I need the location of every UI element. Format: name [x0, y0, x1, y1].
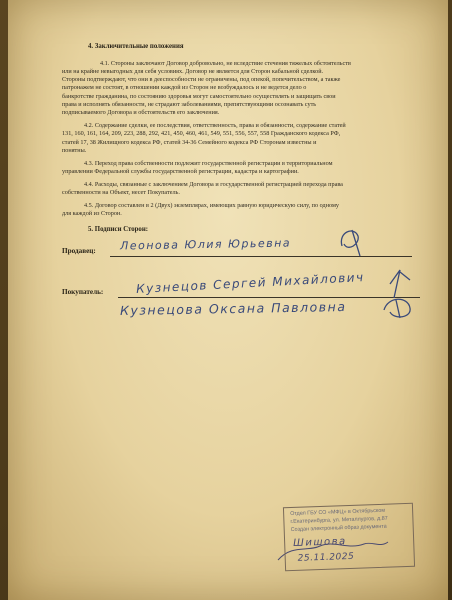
buyer-handwritten-name-2: Кузнецова Оксана Павловна [119, 299, 347, 318]
paragraph-line: управлении Федеральной службы государственной регистрации, кадастра и картографии. [62, 168, 299, 175]
paragraph-line: 4.2. Содержание сделки, ее последствия, ответственность, права и обязанности, содержание статей [84, 122, 346, 129]
stamp-line: г.Екатеринбурга, ул. Металлургов, д.87 [290, 515, 388, 526]
paragraph-line: 4.3. Переход права собственности подлежит государственной регистрации в территориальном [84, 160, 333, 167]
section-5-heading: 5. Подписи Сторон: [88, 226, 149, 233]
paragraph-line: 131, 160, 161, 164, 209, 223, 288, 292, 421, 450, 460, 461, 549, 551, 556, 557, 558 Гражданского кодекса РФ, [62, 130, 341, 137]
paragraph-line: подписываемого Договора и обстоятельств его заключения. [62, 109, 220, 116]
stamp-signature-name: Шишова [292, 536, 347, 549]
seller-label: Продавец: [62, 247, 96, 255]
seller-signature [341, 230, 360, 256]
paragraph-line: или на крайне невыгодных для себя условиях. Договор не является для Сторон кабальной сделкой. [62, 68, 324, 75]
paragraph-line: 4.5. Договор составлен в 2 (Двух) экземплярах, имеющих равную юридическую силу, по одному [84, 202, 339, 209]
buyer-label: Покупатель: [62, 288, 104, 296]
stamp-line: Отдел ГБУ СО «МФЦ» в Октябрьском [290, 507, 386, 518]
buyer-handwritten-name-1: Кузнецов Сергей Михайлович [135, 270, 365, 296]
buyer-signature-1 [390, 270, 410, 298]
buyer-signature-2 [384, 299, 410, 318]
paragraph-line: патронажем не состоят, в отношении каждой из Сторон не возбуждалось и не ведется дело о [62, 84, 307, 91]
paragraph-line: понятны. [62, 147, 87, 154]
paragraph-line: банкротстве гражданина, по состоянию здоровья могут самостоятельно осуществлять и защищать свои [62, 93, 336, 100]
stamp-line: Создан электронный образ документа [290, 523, 387, 534]
section-4-heading: 4. Заключительные положения [88, 43, 184, 50]
stamp-date: 25.11.2025 [297, 551, 355, 564]
paragraph-line: для каждой из Сторон. [62, 210, 122, 217]
paragraph-line: права и исполнять обязанности, не страдают заболеваниями, препятствующими осознавать суть [62, 101, 317, 108]
paragraph-line: Стороны подтверждают, что они в дееспособности не ограничены, под опекой, попечительством, а также [62, 76, 341, 83]
paragraph-line: статей 17, 38 Жилищного кодекса РФ, статей 34-36 Семейного кодекса РФ Сторонам известны и [62, 139, 317, 146]
paragraph-line: 4.4. Расходы, связанные с заключением Договора и государственной регистрацией перехода права [84, 181, 343, 188]
paragraph-line: собственности на Объект, несет Покупатель. [62, 189, 180, 196]
paragraph-line: 4.1. Стороны заключают Договор добровольно, не вследствие стечения тяжелых обстоятельств [100, 60, 351, 67]
registration-stamp [283, 503, 415, 571]
seller-handwritten-name: Леонова Юлия Юрьевна [119, 236, 292, 253]
document-page [8, 0, 448, 600]
